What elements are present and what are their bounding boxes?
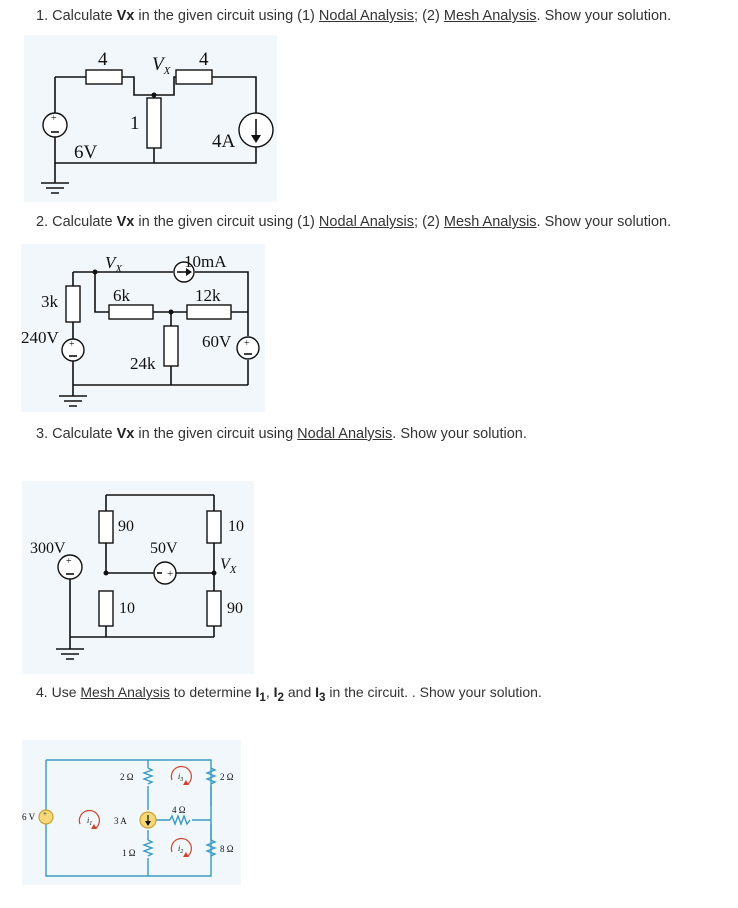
resistor-2-ohm-left bbox=[144, 768, 152, 784]
label-i3: $i_3$ bbox=[178, 772, 184, 783]
resistor-10-bottom bbox=[99, 591, 113, 626]
q2-end: . Show your solution. bbox=[536, 214, 672, 230]
svg-text:+: + bbox=[167, 568, 174, 580]
label-1-ohm: 1 Ω bbox=[122, 848, 136, 858]
resistor-90-bottom bbox=[207, 591, 221, 626]
label-r-mid: 1 bbox=[130, 113, 140, 134]
label-24k: 24k bbox=[130, 354, 156, 373]
label-3k: 3k bbox=[41, 292, 58, 311]
q3-vx: Vx bbox=[116, 426, 135, 442]
circuit-3-figure bbox=[22, 481, 254, 674]
q3-number: 3. bbox=[36, 426, 49, 442]
label-90-top: 90 bbox=[118, 518, 134, 535]
q4-i1: $I_1$ bbox=[255, 684, 266, 704]
label-300v: 300V bbox=[30, 540, 66, 557]
q1-vx: Vx bbox=[116, 8, 135, 24]
label-4-ohm: 4 Ω bbox=[172, 805, 186, 815]
label-60v: 60V bbox=[202, 332, 232, 351]
label-3a: 3 A bbox=[114, 816, 127, 826]
q3-nodal-link: Nodal Analysis bbox=[297, 426, 393, 442]
question-3-text bbox=[36, 426, 527, 442]
circuit-4-figure bbox=[22, 740, 241, 885]
label-90-bottom: 90 bbox=[227, 600, 243, 617]
resistor-90-top bbox=[99, 511, 113, 543]
resistor-10-top bbox=[207, 511, 221, 543]
q1-mid2: (2) bbox=[422, 8, 440, 24]
svg-text:+: + bbox=[244, 338, 250, 349]
label-6k: 6k bbox=[113, 286, 130, 305]
q3-end: . Show your solution. bbox=[392, 426, 527, 442]
resistor-24k bbox=[164, 326, 178, 366]
q4-and: and bbox=[287, 684, 312, 700]
q3-mid: in the given circuit using bbox=[138, 426, 294, 442]
q2-vx: Vx bbox=[116, 214, 135, 230]
label-12k: 12k bbox=[195, 286, 221, 305]
q1-end: . Show your solution. bbox=[536, 8, 672, 24]
resistor-4-left bbox=[86, 70, 122, 84]
q1-mesh-link: Mesh Analysis bbox=[443, 8, 537, 24]
label-r-right: 4 bbox=[199, 49, 209, 70]
q4-sep1: , bbox=[265, 684, 270, 700]
question-4-text bbox=[36, 684, 542, 704]
resistor-1-ohm bbox=[144, 840, 152, 856]
q4-i2: $I_2$ bbox=[273, 684, 284, 704]
q1-nodal-link: Nodal Analysis; bbox=[318, 8, 419, 24]
label-10-top: 10 bbox=[228, 518, 244, 535]
resistor-12k bbox=[187, 305, 231, 319]
q1-mid: in the given circuit using (1) bbox=[138, 8, 315, 24]
label-vx: $V_X$ bbox=[152, 54, 171, 77]
svg-text:+: + bbox=[69, 339, 75, 350]
label-2-ohm-left: 2 Ω bbox=[120, 772, 134, 782]
label-10-bottom: 10 bbox=[119, 600, 135, 617]
question-2-text bbox=[36, 214, 671, 230]
resistor-1 bbox=[147, 98, 161, 148]
q4-i3: $I_3$ bbox=[315, 684, 326, 704]
label-r-left: 4 bbox=[98, 49, 108, 70]
q2-nodal-link: Nodal Analysis; bbox=[318, 214, 419, 230]
q2-pre: Calculate bbox=[52, 214, 113, 230]
q4-mesh-link: Mesh Analysis bbox=[80, 684, 170, 700]
circuit-1-figure bbox=[24, 35, 277, 202]
q4-pre: Use bbox=[51, 684, 77, 700]
label-10ma: 10mA bbox=[184, 252, 227, 271]
q4-number: 4. bbox=[36, 684, 48, 700]
q3-pre: Calculate bbox=[52, 426, 113, 442]
label-6v: 6 V bbox=[22, 812, 36, 822]
resistor-4-right bbox=[176, 70, 212, 84]
label-8-ohm: 8 Ω bbox=[220, 844, 234, 854]
svg-text:+: + bbox=[43, 810, 47, 818]
q2-mid: in the given circuit using (1) bbox=[138, 214, 315, 230]
q2-mesh-link: Mesh Analysis bbox=[443, 214, 537, 230]
label-i1: $i_1$ bbox=[87, 816, 93, 827]
resistor-3k bbox=[66, 286, 80, 322]
resistor-6k bbox=[109, 305, 153, 319]
q4-end: in the circuit. . Show your solution. bbox=[329, 684, 542, 700]
label-50v: 50V bbox=[150, 540, 178, 557]
circuit-2-figure bbox=[21, 244, 265, 412]
q1-number: 1. bbox=[36, 8, 49, 24]
label-6v: 6V bbox=[74, 142, 98, 163]
label-i2: $i_2$ bbox=[178, 844, 184, 855]
q1-pre: Calculate bbox=[52, 8, 113, 24]
resistor-4-ohm bbox=[170, 816, 190, 824]
q2-mid2: (2) bbox=[422, 214, 440, 230]
label-2-ohm-right: 2 Ω bbox=[220, 772, 234, 782]
svg-text:+: + bbox=[51, 113, 57, 124]
question-1-text bbox=[36, 8, 671, 24]
svg-text:+: + bbox=[66, 556, 72, 567]
label-vx: $V_X$ bbox=[220, 556, 237, 576]
label-vx: $V_X$ bbox=[105, 253, 123, 275]
label-4a: 4A bbox=[212, 131, 236, 152]
q2-number: 2. bbox=[36, 214, 49, 230]
label-240v: 240V bbox=[21, 328, 59, 347]
q4-mid: to determine bbox=[173, 684, 252, 700]
